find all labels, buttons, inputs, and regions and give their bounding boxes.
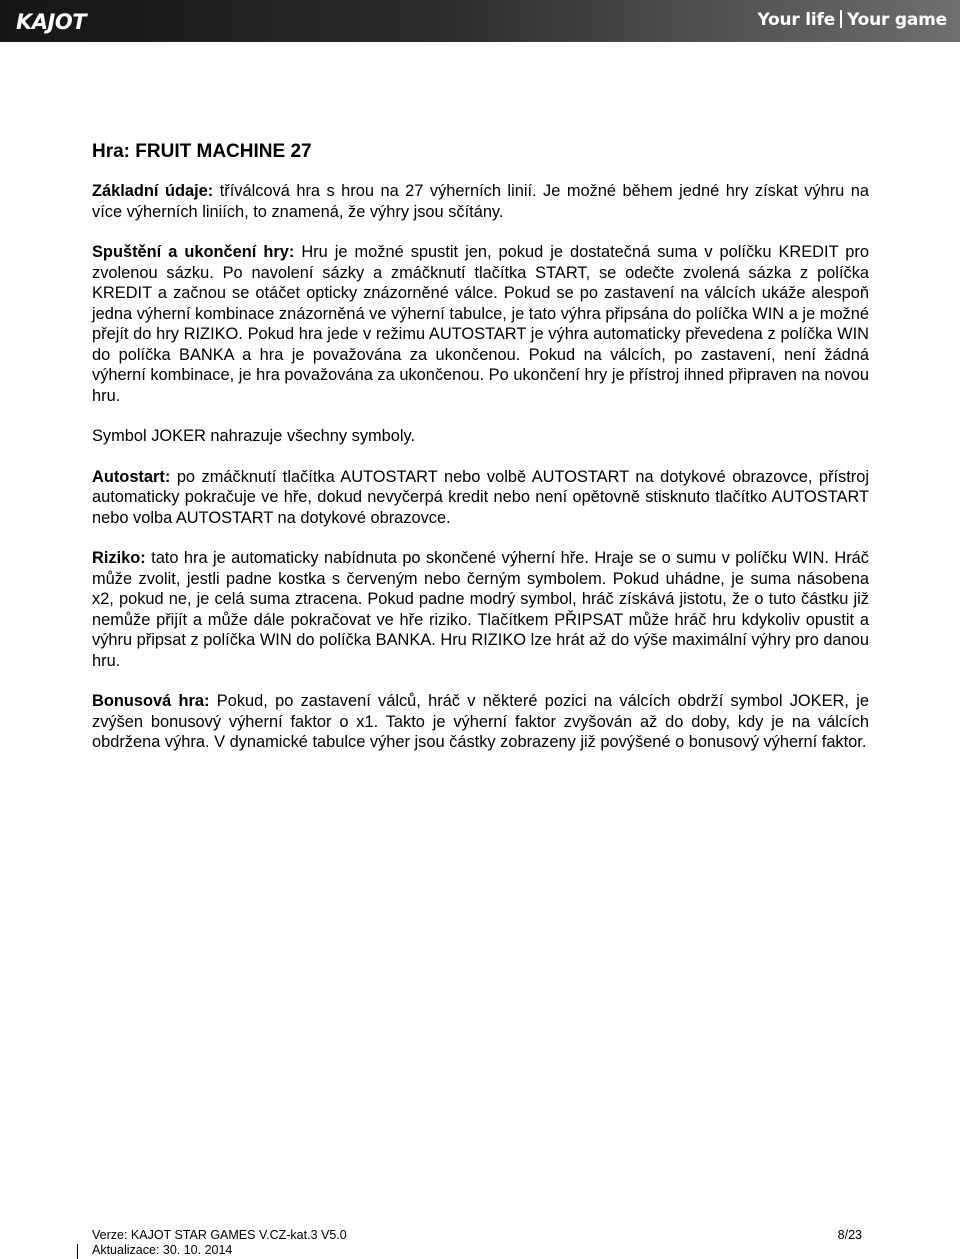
section-text: po zmáčknutí tlačítka AUTOSTART nebo volbě AUTOSTART na dotykové obrazovce, přístroj automaticky pokračuje ve hře, dokud nevyčerpá kredit nebo není opětovně stisknuto tlačítko AUTOSTART nebo volba AUTOSTART na dotykové obrazovce. (92, 467, 869, 527)
section-start-end (92, 242, 869, 406)
section-label: Bonusová hra: (92, 692, 210, 710)
section-text: Hru je možné spustit jen, pokud je dostatečná suma v políčku KREDIT pro zvolenou sázku. Po navolení sázky a zmáčknutí tlačítka START, se odečte zvolená sázka z políčka KREDIT a začnou se otáčet opticky znázorněné válce. Pokud se po zastavení na válcích ukáže alespoň jedna výherní kombinace znázorněná ve výherní tabulce, je tato výhra připsána do políčka WIN a je možné přejít do hry RIZIKO. Pokud hra jede v režimu AUTOSTART je výhra automaticky převedena z políčka WIN do políčka BANKA a hra je považována za ukončenou. Pokud na válcích, po zastavení, není žádná výherní kombinace, je hra považována za ukončenou. Po ukončení hry je přístroj ihned připraven na novou hru. (92, 243, 869, 405)
section-bonus (92, 691, 869, 753)
document-body (92, 140, 869, 773)
section-text: tato hra je automaticky nabídnuta po skončené výherní hře. Hraje se o sumu v políčku WIN. Hráč může zvolit, jestli padne kostka s červeným nebo černým symbolem. Pokud uhádne, je suma násobena x2, pokud ne, je celá suma ztracena. Pokud padne modrý symbol, hráč získává jistotu, že o tuto částku již nemůže přijít a může dále pokračovat ve hře riziko. Tlačítkem PŘIPSAT může hráč hru kdykoliv opustit a výhru připsat z políčka WIN do políčka BANKA. Hru RIZIKO lze hrát až do výše maximální výhry pro danou hru. (92, 549, 869, 670)
kajot-logo-text: KAJOT (16, 10, 87, 34)
footer-page-number: 8/23 (837, 1228, 862, 1242)
footer-updated: Aktualizace: 30. 10. 2014 (92, 1243, 233, 1257)
footer-margin-bar (77, 1244, 78, 1259)
section-label: Autostart: (92, 467, 171, 486)
section-label: Riziko: (92, 549, 146, 567)
page-footer (92, 1228, 862, 1258)
slogan-your-life: Your life (757, 10, 836, 30)
slogan-separator (840, 10, 842, 28)
section-basic-info (92, 181, 869, 222)
section-text: tříválcová hra s hrou na 27 výherních linií. Je možné během jedné hry získat výhru na více výherních liniích, to znamená, že výhry jsou sčítány. (92, 182, 870, 221)
banner-slogan (757, 10, 947, 30)
page-title: Hra: FRUIT MACHINE 27 (92, 141, 312, 162)
section-label: Základní údaje: (92, 182, 214, 200)
footer-row (92, 1228, 862, 1243)
section-risk (92, 548, 869, 671)
section-text: Symbol JOKER nahrazuje všechny symboly. (92, 427, 416, 445)
header-banner (0, 0, 960, 42)
section-joker (92, 426, 869, 447)
slogan-your-game: Your game (847, 10, 947, 30)
kajot-logo (16, 10, 88, 34)
section-text: Pokud, po zastavení válců, hráč v některé pozici na válcích obdrží symbol JOKER, je zvýšen bonusový výherní faktor o x1. Takto je výherní faktor zvyšován až do doby, kdy je na válcích obdržena výhra. V dynamické tabulce výher jsou částky zobrazeny již povýšené o bonusový výherní faktor. (92, 692, 869, 751)
footer-version: Verze: KAJOT STAR GAMES V.CZ-kat.3 V5.0 (92, 1228, 347, 1242)
section-autostart (92, 467, 869, 529)
section-label: Spuštění a ukončení hry: (92, 243, 295, 261)
